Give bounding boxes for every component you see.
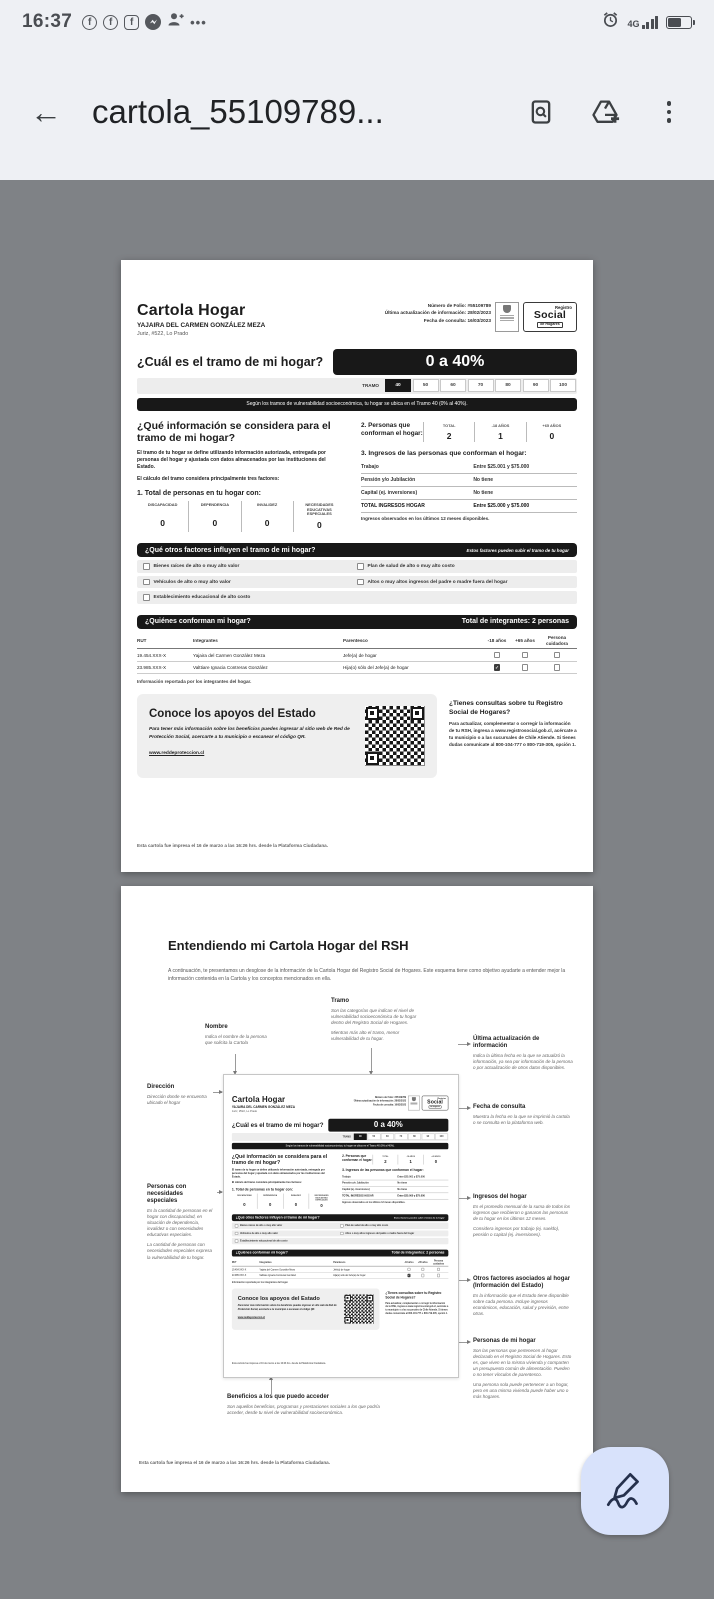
info-paragraph-1: El tramo de tu hogar se define utilizando información autorizada, entregada por personas del hogar y ajustada con datos almacenados por las instituciones del Estado. [231,1168,325,1179]
more-notifications-icon: ••• [190,14,207,30]
member-name: Valttiare Ignacia Contreras González [259,1274,297,1277]
page2-footer: Esta cartola fue impresa el 16 de marzo a las 16:26 hrs. desde la Plataforma Ciudadana. [139,1460,330,1465]
factor-label: Establecimiento educacional de alto costo [239,1239,288,1243]
back-button[interactable]: ← [30,94,62,130]
col-header: RUT [137,638,147,644]
col-header: -18 años [404,1260,414,1264]
top-chrome [0,0,714,180]
gobierno-de-chile-logo [408,1096,420,1111]
callout-line [371,1048,372,1072]
need-value: 0 [243,1201,246,1207]
factor-label: Establecimiento educacional de alto costo [153,595,251,601]
count-value: 0 [549,430,555,441]
income-note: Ingresos observados en los últimos 12 meses disponibles. [342,1200,406,1204]
income-label: TOTAL INGRESOS HOGAR [361,503,425,509]
member-row [232,1273,448,1279]
income-value: No tiene [397,1181,408,1185]
member-relation: Hija(o) sólo del Jefe(a) de hogar [333,1274,366,1277]
info-heading: ¿Qué información se considera para el tramo de mi hogar? [137,419,331,445]
annotation-body: Son las personas que pertenecen al hogar declarado en el Registro Social de Hogares. Esto es, que viven en la misma vivienda y comparten un presupuesto común de alimentación. Pueden o no tener vínculos de parentesco. [473,1347,572,1377]
qr-code [365,706,425,766]
count-value: 1 [409,1158,412,1164]
col-header: Integrantes [259,1261,272,1264]
support-body: Para tener más información sobre los beneficios puedes ingresar al sitio web de Red de Protección Social, acercarte a tu municipio o escanear el código QR. [149,727,350,740]
registro-social-logo [523,302,577,332]
annotate-fab[interactable] [581,1447,669,1535]
need-label: DEPENDENCIA [263,1193,278,1197]
explainer-document [121,886,593,1492]
overflow-menu-button[interactable] [654,97,684,127]
other-factors-heading: ¿Qué otros factores influyen el tramo de mi hogar? [235,1216,320,1220]
need-value: 0 [269,1201,272,1207]
folio-number: Número de Folio: #55109789 [427,303,491,308]
cartola-title: Cartola Hogar [137,302,246,319]
count-label: +65 AÑOS [542,422,562,428]
factor-label: Plan de salud de alto o muy alto costo [345,1224,389,1228]
cartola-document [224,1075,456,1376]
tramo-cell: 50 [413,379,439,392]
holder-address: Juriz, #522, Lo Prado [137,330,189,337]
support-box [232,1289,380,1330]
holder-address: Juriz, #522, Lo Prado [231,1109,258,1113]
factor-label: Altos o muy altos ingresos del padre o madre fuera del hogar [345,1232,415,1235]
member-name: Yajaira del Carmen González Meza [193,652,266,658]
household-count [361,422,577,442]
support-url-link[interactable]: www.reddeproteccion.cl [149,750,205,756]
need-label: DISCAPACIDAD [147,501,178,507]
holder-name: YAJAIRA DEL CARMEN GONZÁLEZ MEZA [231,1105,295,1109]
factor-label: Plan de salud de alto o muy alto costo [367,564,455,570]
factor-row [137,591,577,604]
col-header: Persona cuidadora [433,1259,444,1265]
info-paragraph-1: El tramo de tu hogar se define utilizando información autorizada, entregada por personas del hogar y ajustada con datos almacenados por las instituciones del Estado. [137,449,326,471]
checkbox-unchecked [437,1274,440,1277]
info-paragraph-2: El cálculo del tramo considera principalmente tres factores: [137,476,280,483]
income-value: Entre $25.001 y $75.000 [473,464,530,470]
checkbox-unchecked [421,1274,424,1277]
annotation-body: Son las categorías que indican el nivel de vulnerabilidad socioeconómica de tu hogar dentro del Registro Social de Hogares. [331,1007,417,1025]
tramo-value-box: 0 a 40% [328,1119,448,1132]
special-needs-grid [232,1193,334,1209]
factor2-title: 2. Personas que conforman el hogar: [342,1154,373,1162]
checkbox-unchecked [357,579,364,586]
checkbox-unchecked [407,1268,410,1271]
facebook-icon: f [82,15,97,30]
need-value: 0 [264,517,270,528]
col-header: RUT [231,1261,237,1264]
annotation-ultima-actualizacion [473,1036,573,1071]
support-heading: Conoce los apoyos del Estado [149,708,316,721]
need-label: DEPENDENCIA [200,501,230,507]
income-label: Capital (ej. inversiones) [361,490,418,496]
annotation-body: Es la cantidad de personas en el hogar con discapacidad, en situación de dependencia, invalidez o con necesidades educativas especiales. [147,1208,213,1238]
col-header: -18 años [487,637,507,643]
member-name: Yajaira del Carmen González Meza [259,1268,295,1271]
annotation-body: Son aquellos beneficios, programas y prestaciones sociales a los que podría acceder, desde tu nivel de vulnerabilidad socioeconómica. [227,1403,380,1415]
tramo-scale [137,378,577,394]
tramo-cell-active: 40 [385,379,411,392]
members-total: Total de integrantes: 2 personas [461,618,569,626]
member-row [137,662,577,675]
registro-social-logo [422,1096,449,1111]
last-update-date: Última actualización de información: 28/02/2023 [384,310,491,316]
need-value: 0 [317,520,322,531]
folio-number: Número de Folio: #55109789 [374,1096,407,1099]
callout-arrow-icon [467,1106,471,1110]
cartola-title: Cartola Hogar [231,1095,286,1105]
tramo-cell: 70 [468,379,494,392]
gobierno-de-chile-logo [495,302,519,332]
factor-row [137,560,577,573]
qr-code [344,1295,374,1325]
support-url-link[interactable]: www.reddeproteccion.cl [237,1316,265,1319]
tramo-caption: Según los tramos de vulnerabilidad socioeconómica, tu hogar se ubica en el Tramo 40 (0% al 40%). [232,1143,448,1149]
checkbox-unchecked [554,652,561,659]
count-label: -18 AÑOS [406,1154,416,1158]
checkbox-unchecked [235,1239,238,1242]
tramo-question: ¿Cuál es el tramo de mi hogar? [137,354,324,369]
checkbox-unchecked [554,664,561,671]
income-label: Pensión y/o Jubilación [361,477,416,483]
tramo-caption: Según los tramos de vulnerabilidad socioeconómica, tu hogar se ubica en el Tramo 40 (0% al 40%). [137,398,577,411]
factor-row [232,1230,448,1236]
pen-signature-icon [602,1466,648,1517]
members-total: Total de integrantes: 2 personas [391,1251,445,1255]
callout-arrow-icon [467,1196,471,1200]
tramo-cell: 90 [422,1134,435,1140]
signal-bars-icon [642,16,659,29]
other-factors-header [137,543,577,557]
count-label: -18 AÑOS [491,422,510,428]
annotation-body: Dirección donde se encuentra ubicado el hogar [147,1093,207,1105]
logo-registro-text: Registro [437,1097,446,1100]
count-label: +65 AÑOS [431,1154,441,1158]
income-value: Entre $25.000 y $75.000 [397,1194,425,1198]
status-right [602,11,692,33]
tramo-scale-label: TRAMO [362,383,379,388]
notification-icons [82,12,207,32]
members-note: Información reportada por los integrantes del hogar. [137,679,252,685]
income-value: No tiene [397,1188,408,1192]
mini-cartola-preview [223,1074,459,1378]
income-value: No tiene [473,490,494,496]
tramo-scale [232,1133,448,1141]
factor-label: Vehículos de alto o muy alto valor [239,1232,279,1235]
info-heading: ¿Qué información se considera para el tramo de mi hogar? [231,1153,328,1166]
facebook-icon: f [103,15,118,30]
callout-line [271,1380,272,1394]
checkbox-checked: ✓ [495,664,499,670]
factor-label: Bienes raíces de alto o muy alto valor [239,1224,283,1228]
col-header: Integrantes [193,638,218,644]
annotation-title: Nombre [205,1024,228,1030]
pdf-page-1 [121,260,593,872]
other-factors-header [232,1214,448,1221]
income-row [361,487,577,500]
annotation-direccion [147,1084,211,1106]
members-table-header [137,633,577,650]
member-rut: 19.454.XXX-X [137,652,167,658]
income-value: Entre $25.000 y $75.000 [473,503,530,509]
annotation-fecha-consulta [473,1104,573,1126]
need-value: 0 [160,517,165,528]
household-count [342,1154,448,1164]
annotation-body: Es la información que el Estado tiene disponible sobre cada persona. Incluye ingresos económicos, educación, salud y previsión, entre otras. [473,1292,569,1317]
person-add-icon [167,12,184,32]
special-needs-grid [137,501,345,533]
explainer-intro: A continuación, te presentamos un desglose de la información de la Cartola Hogar del Registro Social de Hogares. Este esquema tiene como objetivo ayudarte a entender mejor la información contenida en la Cartola y los conceptos mencionados en ella. [168,968,566,982]
members-table [137,633,577,675]
checkbox-unchecked [522,652,529,659]
annotation-title: Tramo [331,998,350,1004]
income-label: TOTAL INGRESOS HOGAR [342,1194,374,1198]
factor1-title: 1. Total de personas en tu hogar con: [231,1188,293,1192]
factor3-title: 3. Ingresos de las personas que conforman el hogar: [342,1168,424,1172]
factor1-title: 1. Total de personas en tu hogar con: [137,489,261,497]
annotation-beneficios [227,1394,387,1416]
count-value: 2 [384,1158,387,1164]
tramo-cell: 100 [435,1134,448,1140]
annotation-body: La cantidad de personas con necesidades especiales expresa la vulnerabilidad de tu hogar. [147,1242,213,1260]
other-factors-heading: ¿Qué otros factores influyen el tramo de mi hogar? [145,546,316,554]
annotation-title: Ingresos del hogar [473,1194,527,1200]
count-label: TOTAL [382,1154,389,1158]
annotation-body: Indica el nombre de la persona que solicita la Cartola [205,1033,267,1045]
tramo-question: ¿Cuál es el tramo de mi hogar? [231,1121,324,1129]
logo-social-text: Social [427,1099,443,1106]
annotation-title: Otros factores asociados al hogar (Información del Estado) [473,1276,571,1290]
annotation-body: Considera ingresos por trabajo (ej. sueldo), pensión o capital (ej. inversiones). [473,1225,560,1237]
income-label: Trabajo [342,1175,351,1179]
tramo-cell: 80 [408,1134,421,1140]
checkbox-unchecked [340,1232,343,1235]
consult-column [449,694,577,778]
annotation-nombre [205,1024,269,1046]
income-total-row [361,500,577,513]
factor-row [232,1223,448,1229]
last-update-date: Última actualización de información: 28/02/2023 [353,1099,407,1103]
annotation-body: Indica la última fecha en la que se actualizó la información, ya sea por información de la persona o por actualización de otros datos disponibles. [473,1052,573,1070]
consult-column [385,1289,448,1330]
income-value: Entre $25.001 y $75.000 [397,1175,425,1179]
pdf-page-2 [121,886,593,1492]
annotation-personas-necesidades [147,1184,215,1261]
tramo-cell: 50 [367,1134,380,1140]
need-label: NECESIDADES EDUCATIVAS ESPECIALES [314,1193,329,1202]
annotation-title: Dirección [147,1084,175,1090]
need-value: 0 [212,517,218,528]
need-value: 0 [320,1203,323,1208]
logo-registro-text: Registro [555,304,572,310]
alarm-icon [602,11,619,33]
members-header [137,615,577,629]
factor-label: Altos o muy altos ingresos del padre o madre fuera del hogar [367,579,508,585]
checkbox-checked: ✓ [408,1274,410,1277]
factor-row [137,576,577,589]
members-header [232,1250,448,1257]
need-value: 0 [294,1201,298,1207]
support-heading: Conoce los apoyos del Estado [237,1295,320,1302]
income-total-row [342,1193,448,1199]
income-note: Ingresos observados en los últimos 12 meses disponibles. [361,516,490,521]
factor3-title: 3. Ingresos de las personas que conforman el hogar: [361,449,527,457]
income-row [361,461,577,474]
income-row [361,474,577,487]
network-indicator [627,16,658,29]
income-value: No tiene [473,477,494,483]
consult-heading: ¿Tienes consultas sobre tu Registro Social de Hogares? [449,700,563,716]
count-value: 1 [498,430,503,441]
checkbox-unchecked [235,1232,238,1235]
other-factors-note: Estos factores pueden subir el tramo de tu hogar [466,547,569,553]
callout-arrow-icon [467,1042,471,1046]
factor2-title: 2. Personas que conforman el hogar: [361,421,423,437]
checkbox-unchecked [143,594,150,601]
consult-date: Fecha de consulta: 16/03/2023 [372,1103,407,1106]
need-label: INVALIDEZ [257,501,278,507]
members-heading: ¿Quiénes conforman mi hogar? [145,618,251,626]
member-rut: 19.454.XXX-X [231,1268,247,1271]
col-header: Parentesco [343,638,368,644]
logo-de-hogares-badge: de Hogares [430,1105,440,1108]
support-body: Para tener más información sobre los beneficios puedes ingresar al sitio web de Red de Protección Social, acercarte a tu municipio o escanear el código QR. [237,1304,337,1311]
factor-label: Bienes raíces de alto o muy alto valor [153,564,240,570]
tramo-cell: 60 [381,1134,394,1140]
consult-heading: ¿Tienes consultas sobre tu Registro Social de Hogares? [385,1291,442,1300]
member-relation: Hija(o) sólo del Jefe(a) de hogar [343,665,409,671]
annotation-title: Última actualización de información [473,1036,540,1050]
other-factors-note: Estos factores pueden subir el tramo de tu hogar [394,1216,445,1220]
factor-label: Vehículos de alto o muy alto valor [153,579,231,585]
tramo-cell: 100 [550,379,576,392]
annotation-otros-factores [473,1276,573,1317]
member-name: Valttiare Ignacia Contreras González [193,665,268,671]
status-bar [0,0,714,44]
annotation-body: Es el promedio mensual de la suma de todos los ingresos que recibieron o ganaron las personas de tu hogar en los últimos 12 meses. [473,1203,571,1221]
checkbox-unchecked [357,563,364,570]
explainer-title: Entendiendo mi Cartola Hogar del RSH [168,938,409,953]
callout-arrow-icon [467,1278,471,1282]
consult-date: Fecha de consulta: 16/03/2023 [423,317,491,323]
tramo-scale-label: TRAMO [342,1135,351,1138]
cartola-document [121,260,593,872]
status-time: 16:37 [22,11,73,32]
holder-name: YAJAIRA DEL CARMEN GONZÁLEZ MEZA [137,322,266,329]
need-label: INVALIDEZ [290,1193,301,1197]
search-in-document-button[interactable] [526,97,556,127]
checkbox-unchecked [437,1268,440,1271]
members-heading: ¿Quiénes conforman mi hogar? [235,1251,288,1255]
annotation-personas-hogar [473,1338,573,1400]
tramo-cell: 70 [394,1134,407,1140]
page1-footer: Esta cartola fue impresa el 16 de marzo a las 16:26 hrs. desde la Plataforma Ciudadana. [231,1361,326,1365]
member-rut: 23.985.XXX-X [137,665,167,671]
tramo-cell: 90 [523,379,549,392]
add-to-drive-button[interactable] [590,97,620,127]
member-relation: Jefe(a) de hogar [343,652,377,658]
consult-body: Para actualizar, complementar o corregir la información de tu RSH, ingresa a www.registrosocial.gob.cl, acércate a tu municipio o a las sucursales de Chile Atiende. Si tienes dudas comunícate al 800-104-777 o 800-719-305, opción 1. [449,720,577,747]
income-label: Trabajo [361,464,379,470]
col-header: Parentesco [333,1261,346,1264]
checkbox-unchecked [235,1224,238,1227]
callout-line [235,1054,236,1072]
cartola-header [232,1096,448,1113]
annotation-title: Beneficios a los que puedo acceder [227,1394,330,1400]
tramo-value-box: 0 a 40% [333,349,577,375]
count-value: 0 [434,1158,438,1164]
annotation-title: Fecha de consulta [473,1104,526,1110]
messenger-icon [145,14,161,30]
income-label: Capital (ej. inversiones) [342,1188,370,1192]
need-label: NECESIDADES EDUCATIVAS ESPECIALES [305,501,334,517]
count-label: TOTAL [442,422,456,428]
checkbox-unchecked [340,1224,343,1227]
col-header: +65 años [417,1260,428,1264]
annotation-title: Personas con necesidades especiales [147,1184,187,1205]
cartola-header [137,302,577,337]
document-title: cartola_55109789... [92,93,384,130]
member-relation: Jefe(a) de hogar [333,1268,350,1271]
callout-arrow-icon [467,1340,471,1344]
network-type-label: 4G [627,18,640,29]
annotation-body: Una persona sola puede pertenecer a un hogar, pero en una misma vivienda puede haber uno o más hogares. [473,1382,569,1400]
checkbox-unchecked [522,664,529,671]
factor-row [232,1238,448,1244]
checkbox-unchecked [421,1268,424,1271]
col-header: Persona cuidadora [546,635,568,646]
app-bar [0,62,714,162]
logo-social-text: Social [533,309,567,322]
annotation-body: Mientras más alto el tramo, menor vulnerabilidad de tu hogar. [331,1029,400,1041]
chat-notification-icon: f [124,15,139,30]
support-box [137,694,437,778]
income-label: Pensión y/o Jubilación [342,1181,369,1185]
member-rut: 23.985.XXX-X [231,1274,247,1277]
page1-footer: Esta cartola fue impresa el 16 de marzo a las 16:26 hrs. desde la Plataforma Ciudadana. [137,843,328,848]
members-note: Información reportada por los integrantes del hogar. [231,1281,289,1284]
tramo-cell: 60 [440,379,466,392]
member-row [137,649,577,662]
members-table [232,1258,448,1278]
members-table-header [232,1258,448,1266]
count-value: 2 [446,430,452,441]
info-paragraph-2: El cálculo del tramo considera principalmente tres factores: [231,1181,302,1185]
logo-de-hogares-badge: de Hogares [537,322,563,329]
tramo-cell: 80 [495,379,521,392]
col-header: +65 años [515,637,535,643]
checkbox-unchecked [143,563,150,570]
annotation-ingresos [473,1194,573,1238]
need-label: DISCAPACIDAD [237,1193,252,1197]
annotation-title: Personas de mi hogar [473,1338,536,1344]
annotation-body: Muestra la fecha en la que se imprimió la cartola o se consulta en la plataforma web. [473,1113,570,1125]
checkbox-unchecked [143,579,150,586]
battery-icon [666,16,692,29]
tramo-cell-active: 40 [354,1134,367,1140]
consult-body: Para actualizar, complementar o corregir la información de tu RSH, ingresa a www.registrosocial.gob.cl, acércate a tu municipio o a las sucursales de Chile Atiende. Si tienes dudas comunícate al 800-104-777 o 800-719-305, opción 1. [385,1301,449,1315]
annotation-tramo [331,998,417,1042]
checkbox-unchecked [494,652,501,659]
